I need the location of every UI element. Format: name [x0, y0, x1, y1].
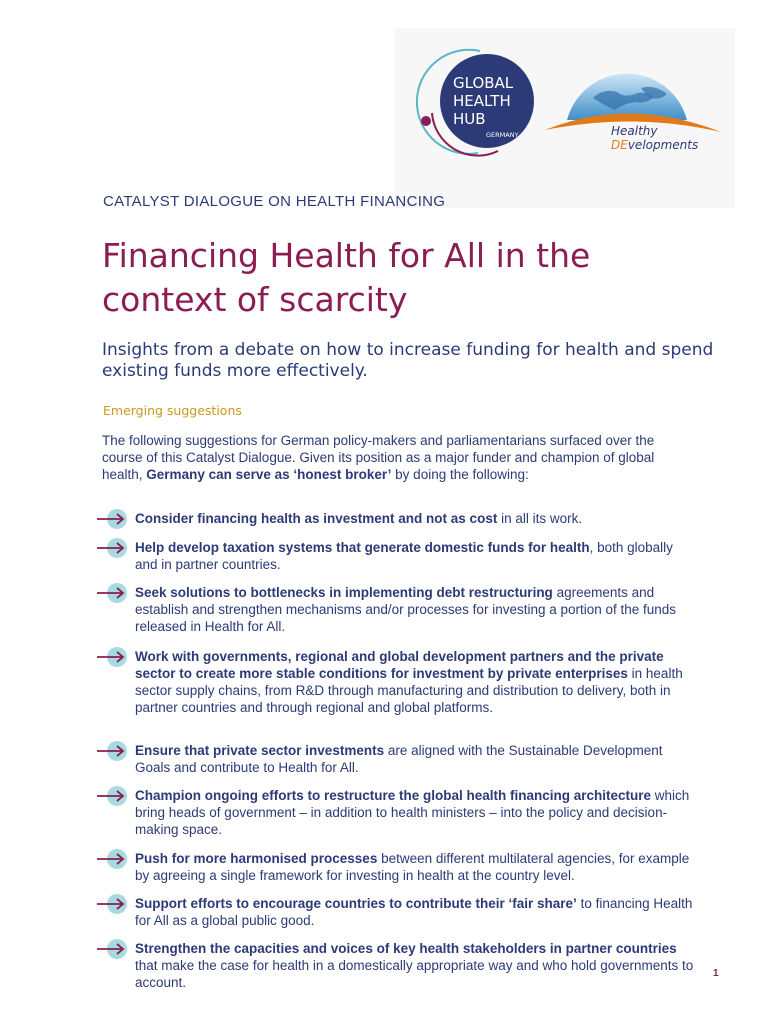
- title-line-2: context of scarcity: [102, 280, 408, 319]
- arrow-bullet-icon: [96, 582, 130, 604]
- list-item-rest: in health sector supply chains, from R&D through manufacturing and distribution to delivery, both in partner countries and through regional and global platforms.: [135, 666, 683, 715]
- ghh-line3: HUB: [453, 110, 486, 128]
- arrow-bullet-icon: [96, 893, 130, 915]
- list-item-rest: , both globally and in partner countries.: [135, 540, 673, 572]
- section-heading: Emerging suggestions: [103, 403, 242, 418]
- list-item-bold: Help develop taxation systems that generate domestic funds for health: [135, 540, 590, 555]
- list-item-bold: Push for more harmonised processes: [135, 851, 378, 866]
- arrow-bullet-icon: [96, 938, 130, 960]
- list-item-bold: Work with governments, regional and global development partners and the private sector to create more stable conditions for investment by private enterprises: [135, 649, 664, 681]
- list-item-text: [135, 940, 695, 991]
- intro-paragraph: [102, 432, 692, 483]
- subtitle: Insights from a debate on how to increase funding for health and spend existing funds more effectively.: [102, 340, 714, 381]
- ghh-line1: GLOBAL: [453, 74, 514, 92]
- ghh-line2: HEALTH: [453, 92, 511, 110]
- list-item-rest: are aligned with the Sustainable Development Goals and contribute to Health for All.: [135, 743, 663, 775]
- page-number: 1: [713, 968, 719, 979]
- arrow-bullet-icon: [96, 646, 130, 668]
- arrow-bullet-icon: [96, 508, 130, 530]
- list-item-text: [135, 510, 695, 527]
- list-item-rest: in all its work.: [497, 511, 583, 526]
- series-eyebrow: CATALYST DIALOGUE ON HEALTH FINANCING: [103, 193, 446, 210]
- list-item-rest: to financing Health for All as a global public good.: [135, 896, 693, 928]
- list-item-text: [135, 850, 695, 884]
- arrow-bullet-icon: [96, 848, 130, 870]
- list-item-rest: between different multilateral agencies, for example by agreeing a single framework for investing in health at the country level.: [135, 851, 690, 883]
- list-item-rest: that make the case for health in a domestically appropriate way and who hold governments to account.: [135, 958, 694, 990]
- logo-area: [395, 28, 735, 208]
- list-item-bold: Support efforts to encourage countries to contribute their ‘fair share’: [135, 896, 577, 911]
- list-item-text: [135, 742, 695, 776]
- intro-text-before: The following suggestions for German policy-makers and parliamentarians surfaced over the course of this Catalyst Dialogue. Given its position as a major funder and champion of global health,: [102, 433, 655, 482]
- hd-line1: Healthy: [611, 124, 658, 138]
- list-item-text: [135, 787, 695, 838]
- arrow-bullet-icon: [96, 537, 130, 559]
- page-title: [102, 234, 702, 322]
- title-line-1: Financing Health for All in the: [102, 236, 591, 275]
- arrow-bullet-icon: [96, 785, 130, 807]
- hd-rest: velopments: [627, 138, 699, 152]
- hd-accent: DE: [611, 138, 628, 152]
- list-item-text: [135, 895, 695, 929]
- list-item-text: [135, 648, 695, 716]
- list-item-bold: Champion ongoing efforts to restructure the global health financing architecture: [135, 788, 652, 803]
- list-item-text: [135, 539, 695, 573]
- hd-line2: [611, 138, 698, 152]
- global-health-hub-logo: [410, 43, 550, 158]
- list-item-rest: agreements and establish and strengthen mechanisms and/or processes for investing a portion of the funds released in Health for All.: [135, 585, 677, 634]
- healthy-developments-wordmark: [611, 124, 698, 152]
- arrow-bullet-icon: [96, 740, 130, 762]
- intro-text-bold: Germany can serve as ‘honest broker’: [146, 467, 392, 482]
- ghh-line4: GERMANY: [486, 131, 519, 139]
- list-item-bold: Consider financing health as investment and not as cost: [135, 511, 498, 526]
- intro-text-after: by doing the following:: [391, 467, 529, 482]
- list-item-bold: Seek solutions to bottlenecks in implementing debt restructuring: [135, 585, 553, 600]
- list-item-bold: Strengthen the capacities and voices of key health stakeholders in partner countries: [135, 941, 677, 956]
- list-item-text: [135, 584, 695, 635]
- list-item-rest: which bring heads of government – in addition to health ministers – into the policy and decision-making space.: [135, 788, 690, 837]
- list-item-bold: Ensure that private sector investments: [135, 743, 385, 758]
